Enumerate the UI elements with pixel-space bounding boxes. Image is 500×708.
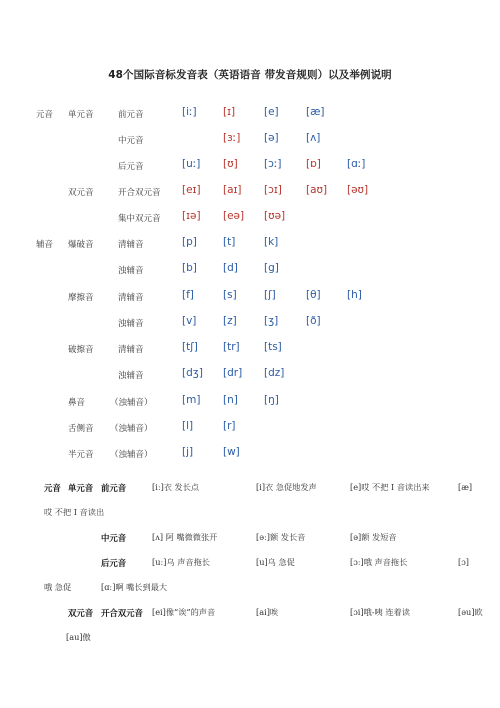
voiced-label: 浊辅音: [118, 266, 144, 276]
ipa-symbol: [əʊ]: [347, 184, 369, 196]
example-item: [ʌ] 阿 嘴微微张开: [152, 532, 218, 542]
semivowel-note: （浊辅音）: [110, 450, 153, 460]
nasal-note: （浊辅音）: [110, 398, 153, 408]
ipa-symbol: [m]: [182, 394, 201, 406]
examples-front-label: 前元音: [101, 483, 127, 493]
ipa-symbol: [eɪ]: [182, 184, 201, 196]
fricative-label: 摩擦音: [68, 293, 94, 303]
ipa-symbol: [ə]: [264, 132, 279, 144]
example-item: [æ]: [458, 482, 473, 492]
ipa-symbol: [ɪ]: [223, 106, 236, 118]
ipa-symbol: [ɑː]: [347, 158, 366, 170]
ipa-symbol: [ʒ]: [264, 315, 279, 327]
voiced-label: 浊辅音: [118, 371, 144, 381]
ipa-symbol: [æ]: [306, 106, 325, 118]
ipa-symbol: [ɜː]: [223, 132, 241, 144]
ipa-symbol: [ɪə]: [182, 210, 201, 222]
example-item: [ɔ]: [458, 557, 469, 567]
ipa-symbol: [j]: [182, 446, 194, 458]
ipa-symbol: [l]: [182, 420, 194, 432]
example-item: [ə]额 发短音: [350, 532, 397, 542]
ipa-symbol: [r]: [223, 420, 236, 432]
voiceless-label: 清辅音: [118, 345, 144, 355]
ipa-symbol: [ts]: [264, 341, 282, 353]
ipa-symbol: [k]: [264, 236, 279, 248]
ipa-symbol: [w]: [223, 446, 240, 458]
central-vowel-label: 中元音: [118, 136, 144, 146]
ipa-symbol: [f]: [182, 289, 194, 301]
vowel-label: 元音: [36, 110, 54, 120]
example-item: [u]乌 急促: [256, 557, 295, 567]
monophthong-label: 单元音: [68, 110, 94, 120]
examples-mono-label: 单元音: [68, 483, 94, 493]
ipa-symbol: [dr]: [223, 367, 243, 379]
example-item: [ei]像“诶”的声音: [152, 607, 216, 617]
ipa-symbol: [tʃ]: [182, 341, 198, 353]
ipa-symbol: [ʊə]: [264, 210, 286, 222]
nasal-label: 鼻音: [68, 398, 86, 408]
lateral-note: （浊辅音）: [110, 424, 153, 434]
ipa-symbol: [s]: [223, 289, 237, 301]
voiced-label: 浊辅音: [118, 319, 144, 329]
ipa-symbol: [iː]: [182, 106, 197, 118]
example-item: [e]哎 不把 I 音读出来: [350, 482, 430, 492]
ipa-symbol: [dʒ]: [182, 367, 203, 379]
ipa-symbol: [ð]: [306, 315, 321, 327]
examples-central-label: 中元音: [101, 533, 127, 543]
ipa-symbol: [ʌ]: [306, 132, 321, 144]
example-wrap: 哦 急促: [44, 582, 72, 592]
example-item: [əː]额 发长音: [256, 532, 306, 542]
ipa-symbol: [b]: [182, 262, 197, 274]
plosive-label: 爆破音: [68, 240, 94, 250]
example-wrap: 哎 不把 I 音读出: [44, 507, 105, 517]
example-item: [ɔː]哦 声音拖长: [350, 557, 408, 567]
ipa-symbol: [tr]: [223, 341, 240, 353]
example-wrap: [au]傲: [66, 632, 91, 642]
ipa-symbol: [e]: [264, 106, 279, 118]
consonant-label: 辅音: [36, 240, 54, 250]
ipa-symbol: [d]: [223, 262, 238, 274]
affricate-label: 破擦音: [68, 345, 94, 355]
ipa-symbol: [ŋ]: [264, 394, 279, 406]
ipa-symbol: [t]: [223, 236, 236, 248]
ipa-symbol: [ɔɪ]: [264, 184, 282, 196]
ipa-symbol: [uː]: [182, 158, 201, 170]
ipa-symbol: [p]: [182, 236, 197, 248]
example-item: [əu]欧: [458, 607, 483, 617]
ipa-symbol: [ɒ]: [306, 158, 321, 170]
page-title: 48个国际音标发音表（英语语音 带发音规则）以及举例说明: [108, 69, 392, 81]
ipa-symbol: [g]: [264, 262, 279, 274]
ipa-symbol: [n]: [223, 394, 238, 406]
voiceless-label: 清辅音: [118, 240, 144, 250]
ipa-symbol: [ʃ]: [264, 289, 276, 301]
back-vowel-label: 后元音: [118, 162, 144, 172]
voiceless-label: 清辅音: [118, 293, 144, 303]
example-item: [iː]衣 发长点: [152, 482, 200, 492]
ipa-symbol: [θ]: [306, 289, 321, 301]
examples-diph-label: 双元音: [68, 608, 94, 618]
examples-closing-label: 开合双元音: [101, 608, 143, 618]
ipa-symbol: [h]: [347, 289, 362, 301]
example-item: [i]衣 急促地发声: [256, 482, 317, 492]
ipa-symbol: [aɪ]: [223, 184, 242, 196]
examples-back-label: 后元音: [101, 558, 127, 568]
ipa-symbol: [aʊ]: [306, 184, 328, 196]
semivowel-label: 半元音: [68, 450, 94, 460]
ipa-symbol: [v]: [182, 315, 197, 327]
diphthong-label: 双元音: [68, 188, 94, 198]
ipa-symbol: [dz]: [264, 367, 285, 379]
ipa-symbol: [eə]: [223, 210, 245, 222]
example-item: [ai]唉: [256, 607, 279, 617]
lateral-label: 舌侧音: [68, 424, 94, 434]
ipa-symbol: [ʊ]: [223, 158, 238, 170]
ipa-symbol: [ɔː]: [264, 158, 282, 170]
example-item: [ɑː]啊 嘴长到最大: [101, 582, 168, 592]
example-item: [ɔi]哦-咦 连着读: [350, 607, 410, 617]
examples-vowel-label: 元音: [44, 483, 61, 493]
ipa-symbol: [z]: [223, 315, 237, 327]
closing-diphthong-label: 开合双元音: [118, 188, 161, 198]
example-item: [uː]乌 声音拖长: [152, 557, 210, 567]
centering-diphthong-label: 集中双元音: [118, 214, 161, 224]
front-vowel-label: 前元音: [118, 110, 144, 120]
